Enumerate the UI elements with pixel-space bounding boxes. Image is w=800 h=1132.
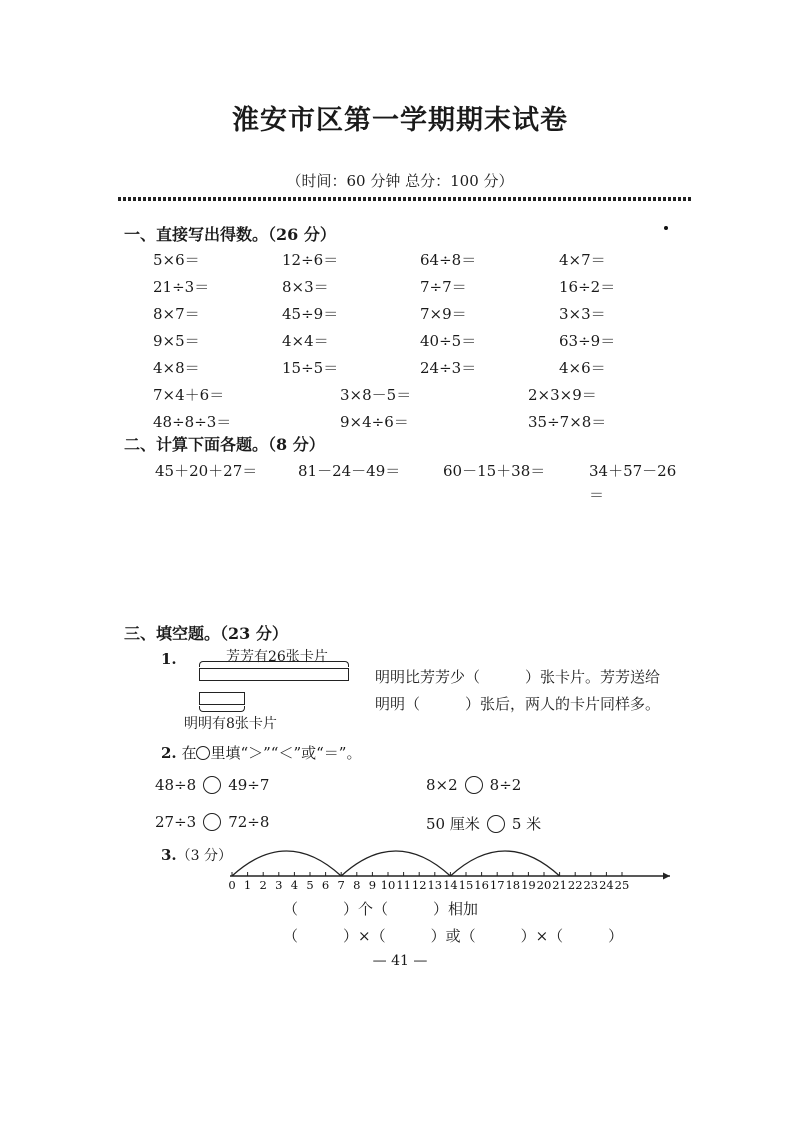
tick-label: 10	[380, 878, 396, 892]
comparison-item	[426, 813, 541, 834]
comparison-left: 48÷8	[155, 776, 197, 794]
tick-label: 7	[337, 878, 345, 892]
section2-heading: 二、计算下面各题。（8 分）	[124, 435, 325, 454]
question-2-pre: 在	[181, 744, 197, 762]
tick-label: 4	[290, 878, 299, 892]
question-1-number: 1.	[161, 650, 177, 668]
problem-row	[153, 274, 653, 301]
problem: 8×7＝	[153, 305, 200, 323]
answer-circle-icon[interactable]	[203, 813, 221, 831]
tick-label: 3	[275, 878, 283, 892]
problem-row	[153, 382, 653, 409]
mingming-label: 明明有8张卡片	[184, 716, 277, 732]
question-2-number: 2.	[161, 744, 177, 762]
comparison-right: 8÷2	[489, 776, 522, 794]
question-3-blank-line-a: （ ）个（ ）相加	[283, 900, 479, 918]
problem: 5×6＝	[153, 251, 200, 269]
problem: 16÷2＝	[559, 278, 616, 296]
problem: 7÷7＝	[420, 278, 467, 296]
problem: 7×9＝	[420, 305, 467, 323]
comparison-right: 5 米	[511, 815, 542, 833]
problem: 12÷6＝	[282, 251, 339, 269]
wavy-divider	[118, 197, 692, 201]
jump-arc	[341, 851, 450, 876]
tick-label: 8	[353, 878, 361, 892]
problem: 40÷5＝	[420, 332, 477, 350]
problem-row	[153, 247, 653, 274]
tick-label: 0	[228, 878, 236, 892]
section1-heading: 一、直接写出得数。（26 分）	[124, 225, 336, 244]
fangfang-bar	[199, 668, 349, 681]
problem: 4×4＝	[282, 332, 329, 350]
tick-label: 24	[599, 878, 614, 892]
problem: 2×3×9＝	[528, 386, 597, 404]
answer-circle-icon[interactable]	[465, 776, 483, 794]
problem: 3×8－5＝	[340, 386, 412, 404]
question-1-text-line1: 明明比芳芳少（ ）张卡片。芳芳送给	[375, 668, 661, 686]
section1-grid	[153, 247, 653, 436]
problem-row	[153, 328, 653, 355]
question-3-points: （3 分）	[176, 848, 233, 864]
tick-label: 21	[552, 878, 567, 892]
problem-row	[153, 355, 653, 382]
page-number: — 41 —	[372, 953, 428, 969]
section2-problems	[155, 459, 695, 507]
tick-label: 20	[536, 878, 552, 892]
problem: 4×6＝	[559, 359, 606, 377]
answer-circle-icon[interactable]	[203, 776, 221, 794]
comparison-left: 50 厘米	[426, 815, 480, 833]
tick-label: 1	[243, 878, 252, 892]
axis-arrow-icon	[663, 873, 670, 880]
comparison-right: 49÷7	[228, 776, 270, 794]
tick-label: 2	[259, 878, 267, 892]
comparison-right: 72÷8	[228, 813, 270, 831]
problem: 35÷7×8＝	[528, 413, 607, 431]
problem-row	[153, 301, 653, 328]
page-title: 淮安市区第一学期期末试卷	[232, 105, 568, 136]
question-3-blank-line-b: （ ）×（ ）或（ ）×（ ）	[283, 927, 624, 945]
tick-label: 22	[567, 878, 583, 892]
problem: 4×8＝	[153, 359, 200, 377]
problem: 9×5＝	[153, 332, 200, 350]
mingming-bar	[199, 692, 245, 705]
problem: 81－24－49＝	[298, 462, 401, 480]
comparison-left: 27÷3	[155, 813, 197, 831]
problem: 3×3＝	[559, 305, 606, 323]
comparison-left: 8×2	[426, 776, 458, 794]
question-2-post: 里填“＞”“＜”或“＝”。	[210, 744, 362, 762]
problem: 24÷3＝	[420, 359, 477, 377]
problem: 48÷8÷3＝	[153, 413, 232, 431]
problem: 45÷9＝	[282, 305, 339, 323]
problem: 60－15＋38＝	[443, 462, 546, 480]
stray-dot	[664, 226, 668, 230]
comparison-item	[426, 776, 521, 794]
question-3-number: 3.	[161, 846, 177, 864]
section3-heading: 三、填空题。（23 分）	[124, 624, 288, 643]
problem: 7×4＋6＝	[153, 386, 225, 404]
circle-icon	[196, 746, 210, 760]
tick-label: 25	[614, 878, 630, 892]
tick-label: 9	[368, 878, 377, 892]
problem: 8×3＝	[282, 278, 329, 296]
problem: 21÷3＝	[153, 278, 210, 296]
number-line-diagram	[222, 835, 688, 893]
comparison-item	[155, 813, 269, 831]
exam-info: （时间：60 分钟 总分：100 分）	[286, 172, 514, 190]
tick-label: 14	[443, 878, 458, 892]
tick-label: 18	[505, 878, 521, 892]
problem: 45＋20＋27＝	[155, 462, 258, 480]
tick-label: 6	[321, 878, 330, 892]
problem: 9×4÷6＝	[340, 413, 409, 431]
problem: 34＋57－26＝	[589, 462, 677, 504]
problem: 15÷5＝	[282, 359, 339, 377]
problem: 63÷9＝	[559, 332, 616, 350]
tick-label: 15	[458, 878, 474, 892]
comparison-item	[155, 776, 269, 794]
mingming-brace	[199, 706, 245, 712]
jump-arc	[450, 851, 559, 876]
tick-label: 11	[396, 878, 411, 892]
question-2-instruction	[161, 742, 361, 763]
problem: 4×7＝	[559, 251, 606, 269]
tick-label: 17	[489, 878, 505, 892]
fangfang-label: 芳芳有26张卡片	[226, 649, 328, 665]
tick-label: 23	[583, 878, 599, 892]
tick-label: 12	[411, 878, 427, 892]
tick-label: 19	[521, 878, 536, 892]
tick-label: 5	[306, 878, 314, 892]
question-1-text-line2: 明明（ ）张后，两人的卡片同样多。	[375, 695, 661, 713]
answer-circle-icon[interactable]	[487, 815, 505, 833]
tick-label: 16	[474, 878, 489, 892]
jump-arc	[232, 851, 341, 876]
problem: 64÷8＝	[420, 251, 477, 269]
tick-label: 13	[427, 878, 443, 892]
